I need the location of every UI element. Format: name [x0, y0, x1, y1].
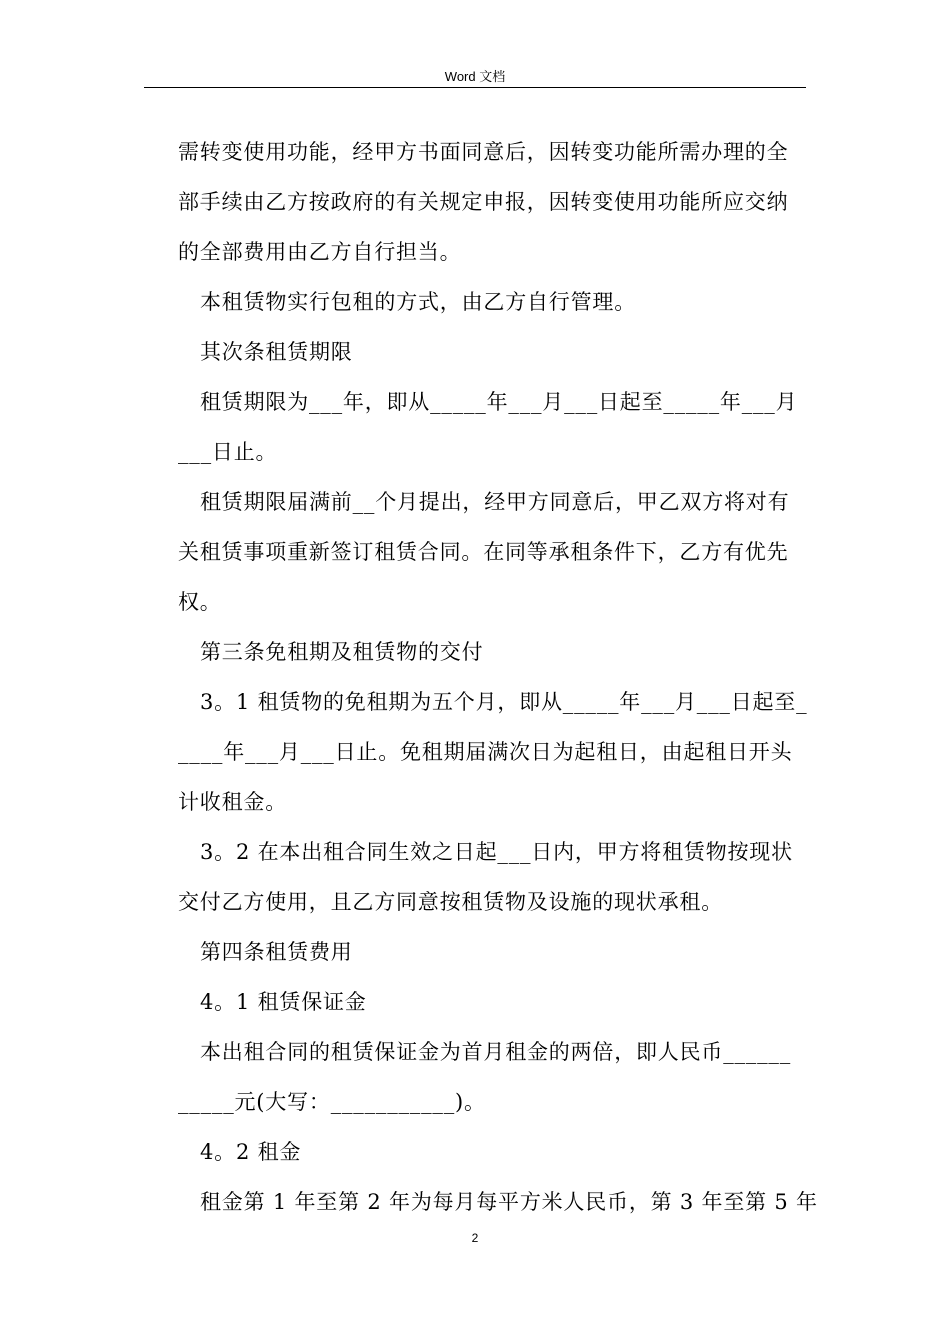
- page-number: 2: [471, 1231, 479, 1245]
- document-body: [178, 132, 818, 1232]
- text-line: 本出租合同的租赁保证金为首月租金的两倍，即人民币______: [200, 1040, 791, 1064]
- page-header: Word 文档: [444, 69, 506, 84]
- text-line: 权。: [178, 590, 222, 614]
- text-line: 租金第 1 年至第 2 年为每月每平方米人民币，第 3 年至第 5 年: [200, 1190, 818, 1214]
- section-heading: 第三条免租期及租赁物的交付: [200, 640, 484, 664]
- text-line: 4。1 租赁保证金: [200, 990, 367, 1014]
- text-line: 3。2 在本出租合同生效之日起___日内，甲方将租赁物按现状: [200, 840, 793, 864]
- header-divider: [144, 87, 806, 88]
- text-line: ____年___月___日止。免租期届满次日为起租日，由起租日开头: [178, 740, 793, 764]
- text-line: 计收租金。: [178, 790, 287, 814]
- text-line: 交付乙方使用，且乙方同意按租赁物及设施的现状承租。: [178, 890, 723, 914]
- text-line: 的全部费用由乙方自行担当。: [178, 240, 462, 264]
- text-line: _____元(大写：___________)。: [178, 1090, 486, 1114]
- text-line: 4。2 租金: [200, 1140, 302, 1164]
- section-heading: 第四条租赁费用: [200, 940, 353, 964]
- section-heading: 其次条租赁期限: [200, 340, 353, 364]
- text-line: 本租赁物实行包租的方式，由乙方自行管理。: [200, 290, 636, 314]
- text-line: ___日止。: [178, 440, 278, 464]
- text-line: 需转变使用功能，经甲方书面同意后，因转变功能所需办理的全: [178, 140, 789, 164]
- text-line: 租赁期限为___年，即从_____年___月___日起至_____年___月: [200, 390, 798, 414]
- text-line: 关租赁事项重新签订租赁合同。在同等承租条件下，乙方有优先: [178, 540, 789, 564]
- text-line: 部手续由乙方按政府的有关规定申报，因转变使用功能所应交纳: [178, 190, 789, 214]
- text-line: 租赁期限届满前__个月提出，经甲方同意后，甲乙双方将对有: [200, 490, 790, 514]
- text-line: 3。1 租赁物的免租期为五个月，即从_____年___月___日起至_: [200, 690, 808, 714]
